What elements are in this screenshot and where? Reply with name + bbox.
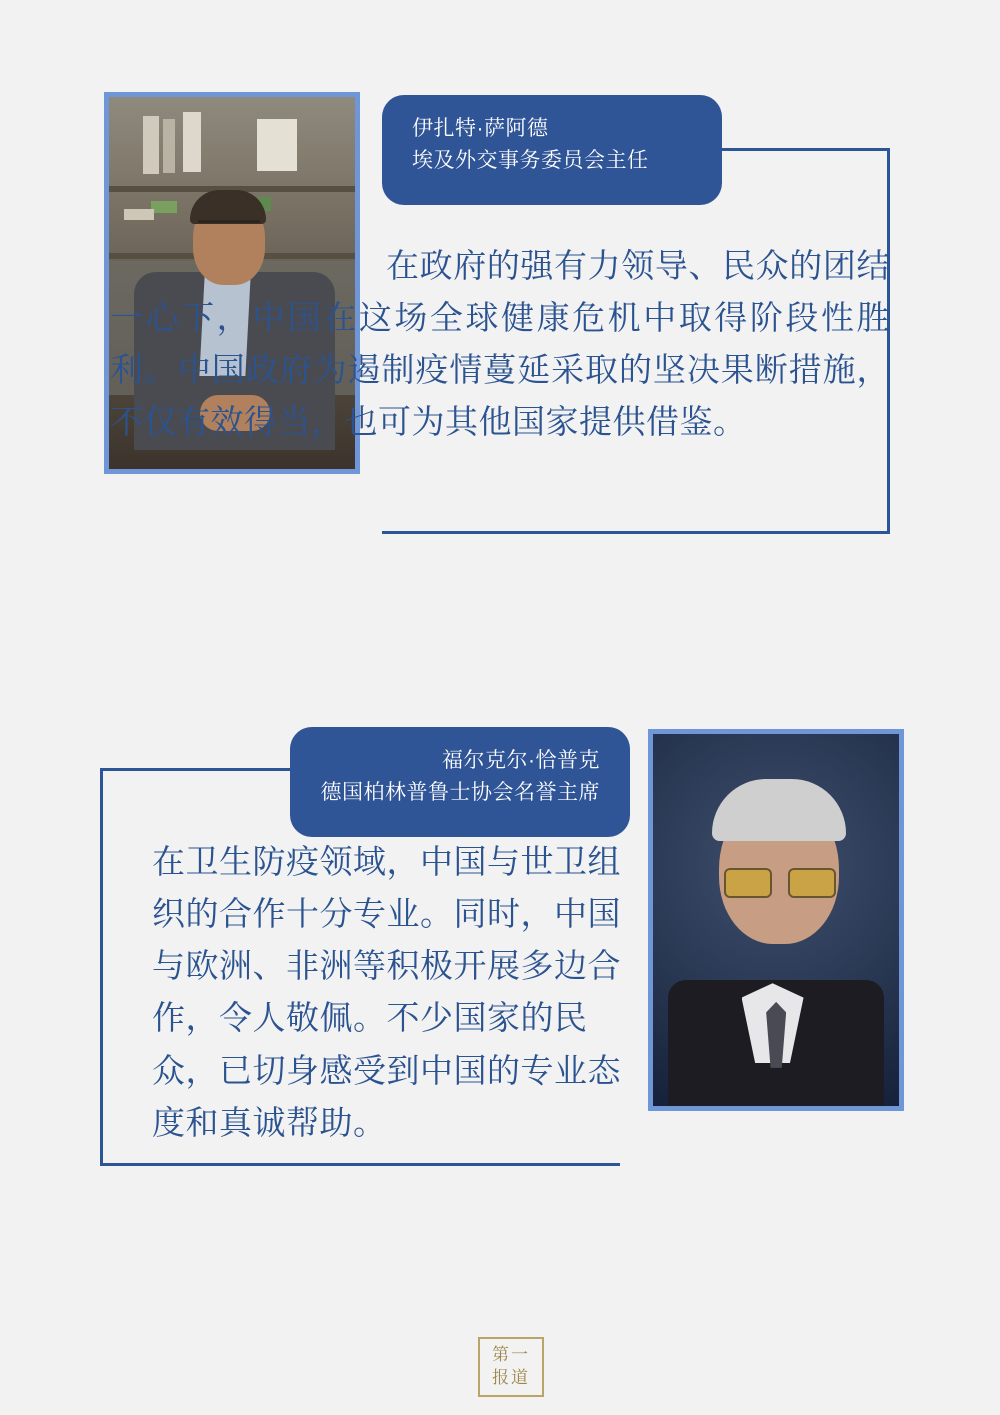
speaker-namecard-2 — [290, 727, 630, 837]
speaker-name: 伊扎特·萨阿德 — [412, 117, 549, 140]
eyeglasses-icon — [724, 868, 836, 894]
quote-text-2: 在卫生防疫领域，中国与世卫组织的合作十分专业。同时，中国与欧洲、非洲等积极开展多边合作，令人敬佩。不少国家的民众，已切身感受到中国的专业态度和真诚帮助。 — [152, 842, 621, 1142]
speaker-name: 福尔克尔·恰普克 — [442, 749, 600, 772]
speaker-title: 德国柏林普鲁士协会名誉主席 — [320, 780, 600, 804]
brand-logo — [478, 1337, 544, 1397]
quote-text-1: 在政府的强有力领导、民众的团结一心下，中国在这场全球健康危机中取得阶段性胜利。中国政府为遏制疫情蔓延采取的坚决果断措施，不仅有效得当，也可为其他国家提供借鉴。 — [110, 246, 890, 442]
portrait-photo-2 — [648, 729, 904, 1111]
logo-line-2: 报道 — [492, 1368, 530, 1387]
logo-line-1: 第一 — [492, 1345, 530, 1365]
speaker-title: 埃及外交事务委员会主任 — [412, 148, 649, 172]
